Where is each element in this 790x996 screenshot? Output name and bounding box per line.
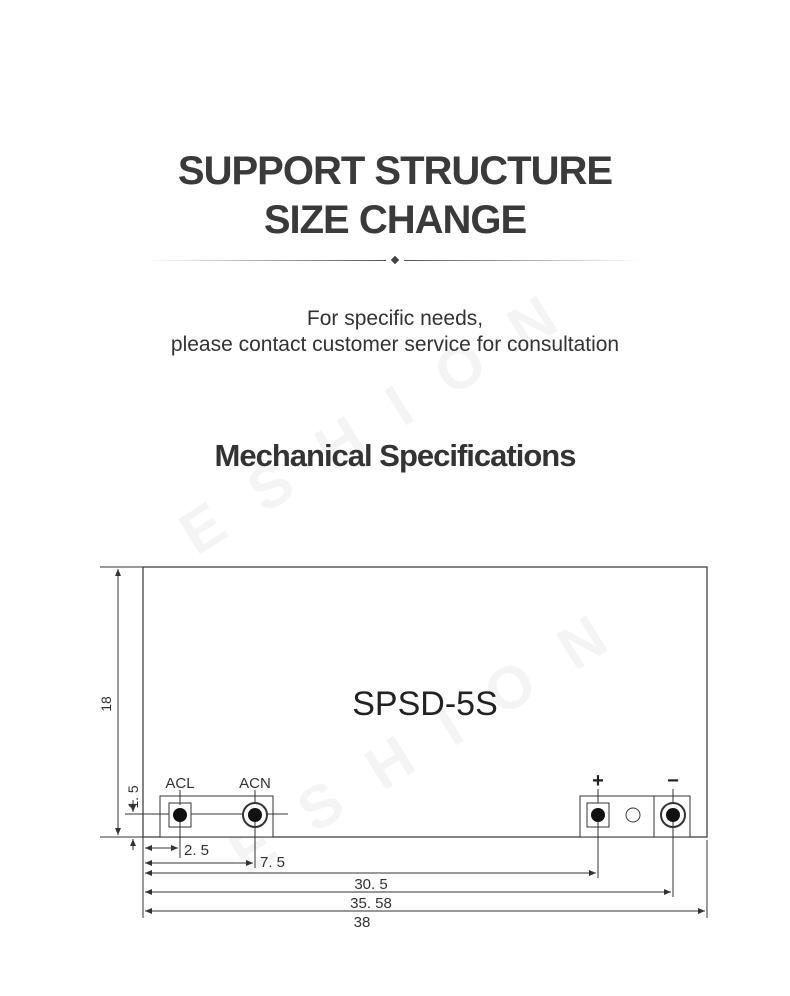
subtitle-line2: please contact customer service for consultation xyxy=(170,333,620,356)
dim-label-38: 38 xyxy=(353,914,371,931)
mount-hole-icon xyxy=(626,808,640,822)
minus-screw-icon xyxy=(666,808,680,822)
dim-label-2-5: 2. 5 xyxy=(184,842,210,859)
minus-label: − xyxy=(667,770,679,792)
acn-screw-icon xyxy=(248,808,262,822)
dim-label-7-5: 7. 5 xyxy=(260,854,286,871)
model-label: SPSD-5S xyxy=(352,685,498,723)
dim-label-35-58: 35. 58 xyxy=(350,895,392,912)
acl-screw-icon xyxy=(173,808,187,822)
height-label: 18 xyxy=(98,696,114,712)
page-title-line1: SUPPORT STRUCTURE xyxy=(177,149,613,193)
acn-label: ACN xyxy=(239,775,271,792)
section-title: Mechanical Specifications xyxy=(214,438,576,473)
subtitle-line1: For specific needs, xyxy=(306,307,484,330)
plus-label: + xyxy=(592,770,604,792)
dim-label-30-5: 30. 5 xyxy=(354,876,388,893)
page-title-line2: SIZE CHANGE xyxy=(263,198,527,242)
offset-label: 1. 5 xyxy=(125,785,141,809)
plus-screw-icon xyxy=(591,808,605,822)
acl-label: ACL xyxy=(165,775,195,792)
